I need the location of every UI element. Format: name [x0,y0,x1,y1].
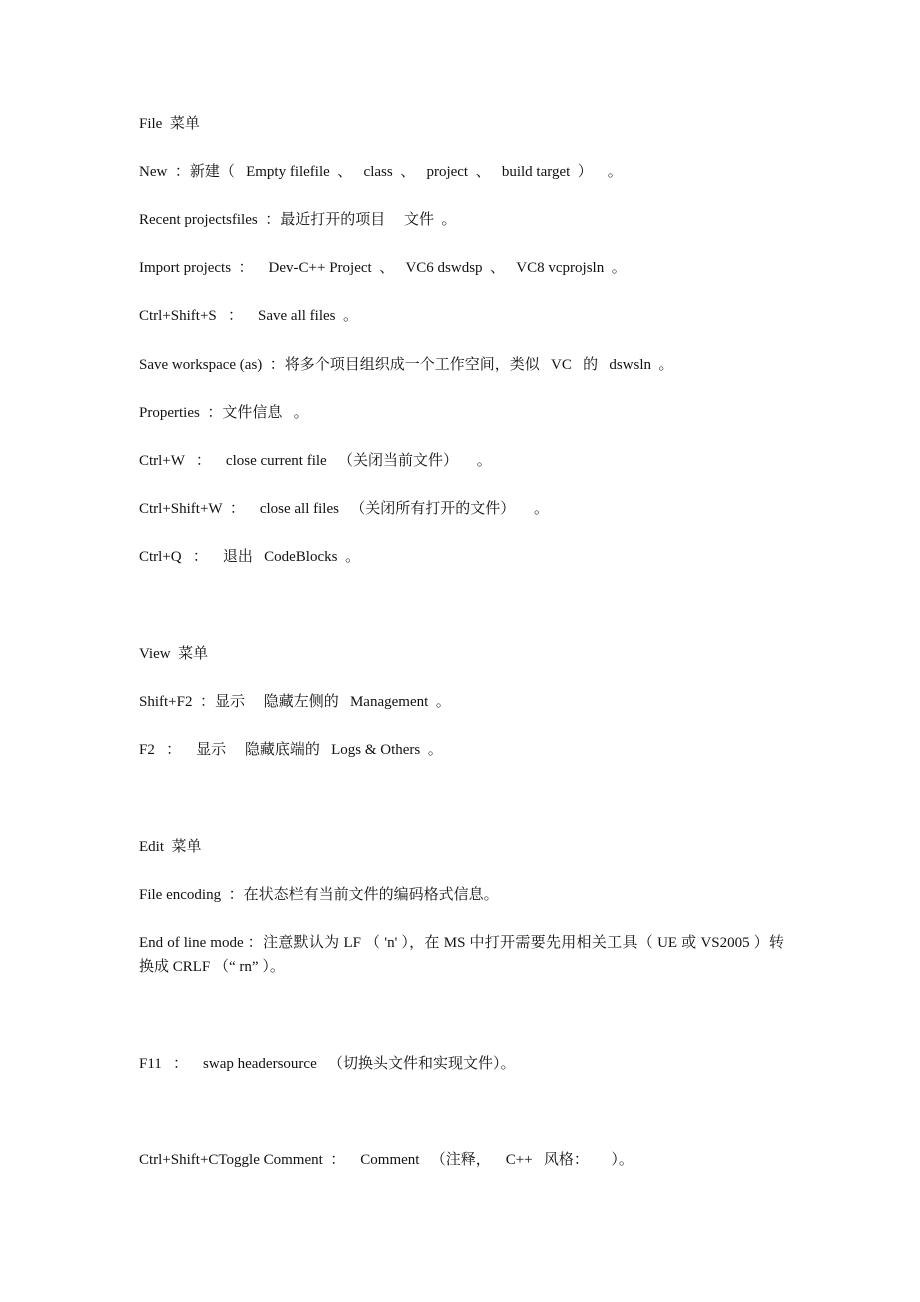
file-close-current-line: Ctrl+W ： close current file （关闭当前文件） 。 [139,453,492,469]
file-save-workspace-line: Save workspace (as) ：将多个项目组织成一个工作空间，类似 VC 的 dswsln 。 [139,357,674,373]
view-menu-heading: View 菜单 [139,646,209,662]
file-recent-line: Recent projectsfiles ：最近打开的项目 文件 。 [139,212,457,228]
file-save-all-line: Ctrl+Shift+S ： Save all files 。 [139,308,358,324]
edit-menu-heading: Edit 菜单 [139,839,202,855]
edit-file-encoding-line: File encoding ：在状态栏有当前文件的编码格式信息。 [139,887,499,903]
file-menu-heading: File 菜单 [139,116,200,132]
view-shift-f2-line: Shift+F2 ：显示 隐藏左侧的 Management 。 [139,694,451,710]
view-f2-line: F2 ： 显示 隐藏底端的 Logs & Others 。 [139,742,443,758]
file-quit-line: Ctrl+Q ： 退出 CodeBlocks 。 [139,549,360,565]
file-new-line: New ：新建（ Empty filefile 、 class 、 project 、 build target ） 。 [139,164,623,180]
edit-toggle-comment-line: Ctrl+Shift+CToggle Comment ： Comment （注释， C++ 风格： ）。 [139,1152,634,1168]
edit-swap-header-line: F11 ： swap headersource （切换头文件和实现文件）。 [139,1056,516,1072]
file-properties-line: Properties ：文件信息 。 [139,405,309,421]
edit-end-of-line-mode-paragraph: End of line mode ：注意默认为 LF （ 'n' ），在 MS 中打开需要先用相关工具（ UE 或 VS2005 ）转换成 CRLF （“ rn” ）。 [139,935,784,975]
file-import-line: Import projects ： Dev-C++ Project 、 VC6 dswdsp 、 VC8 vcprojsln 。 [139,260,627,276]
file-close-all-line: Ctrl+Shift+W ： close all files （关闭所有打开的文件） 。 [139,501,549,517]
